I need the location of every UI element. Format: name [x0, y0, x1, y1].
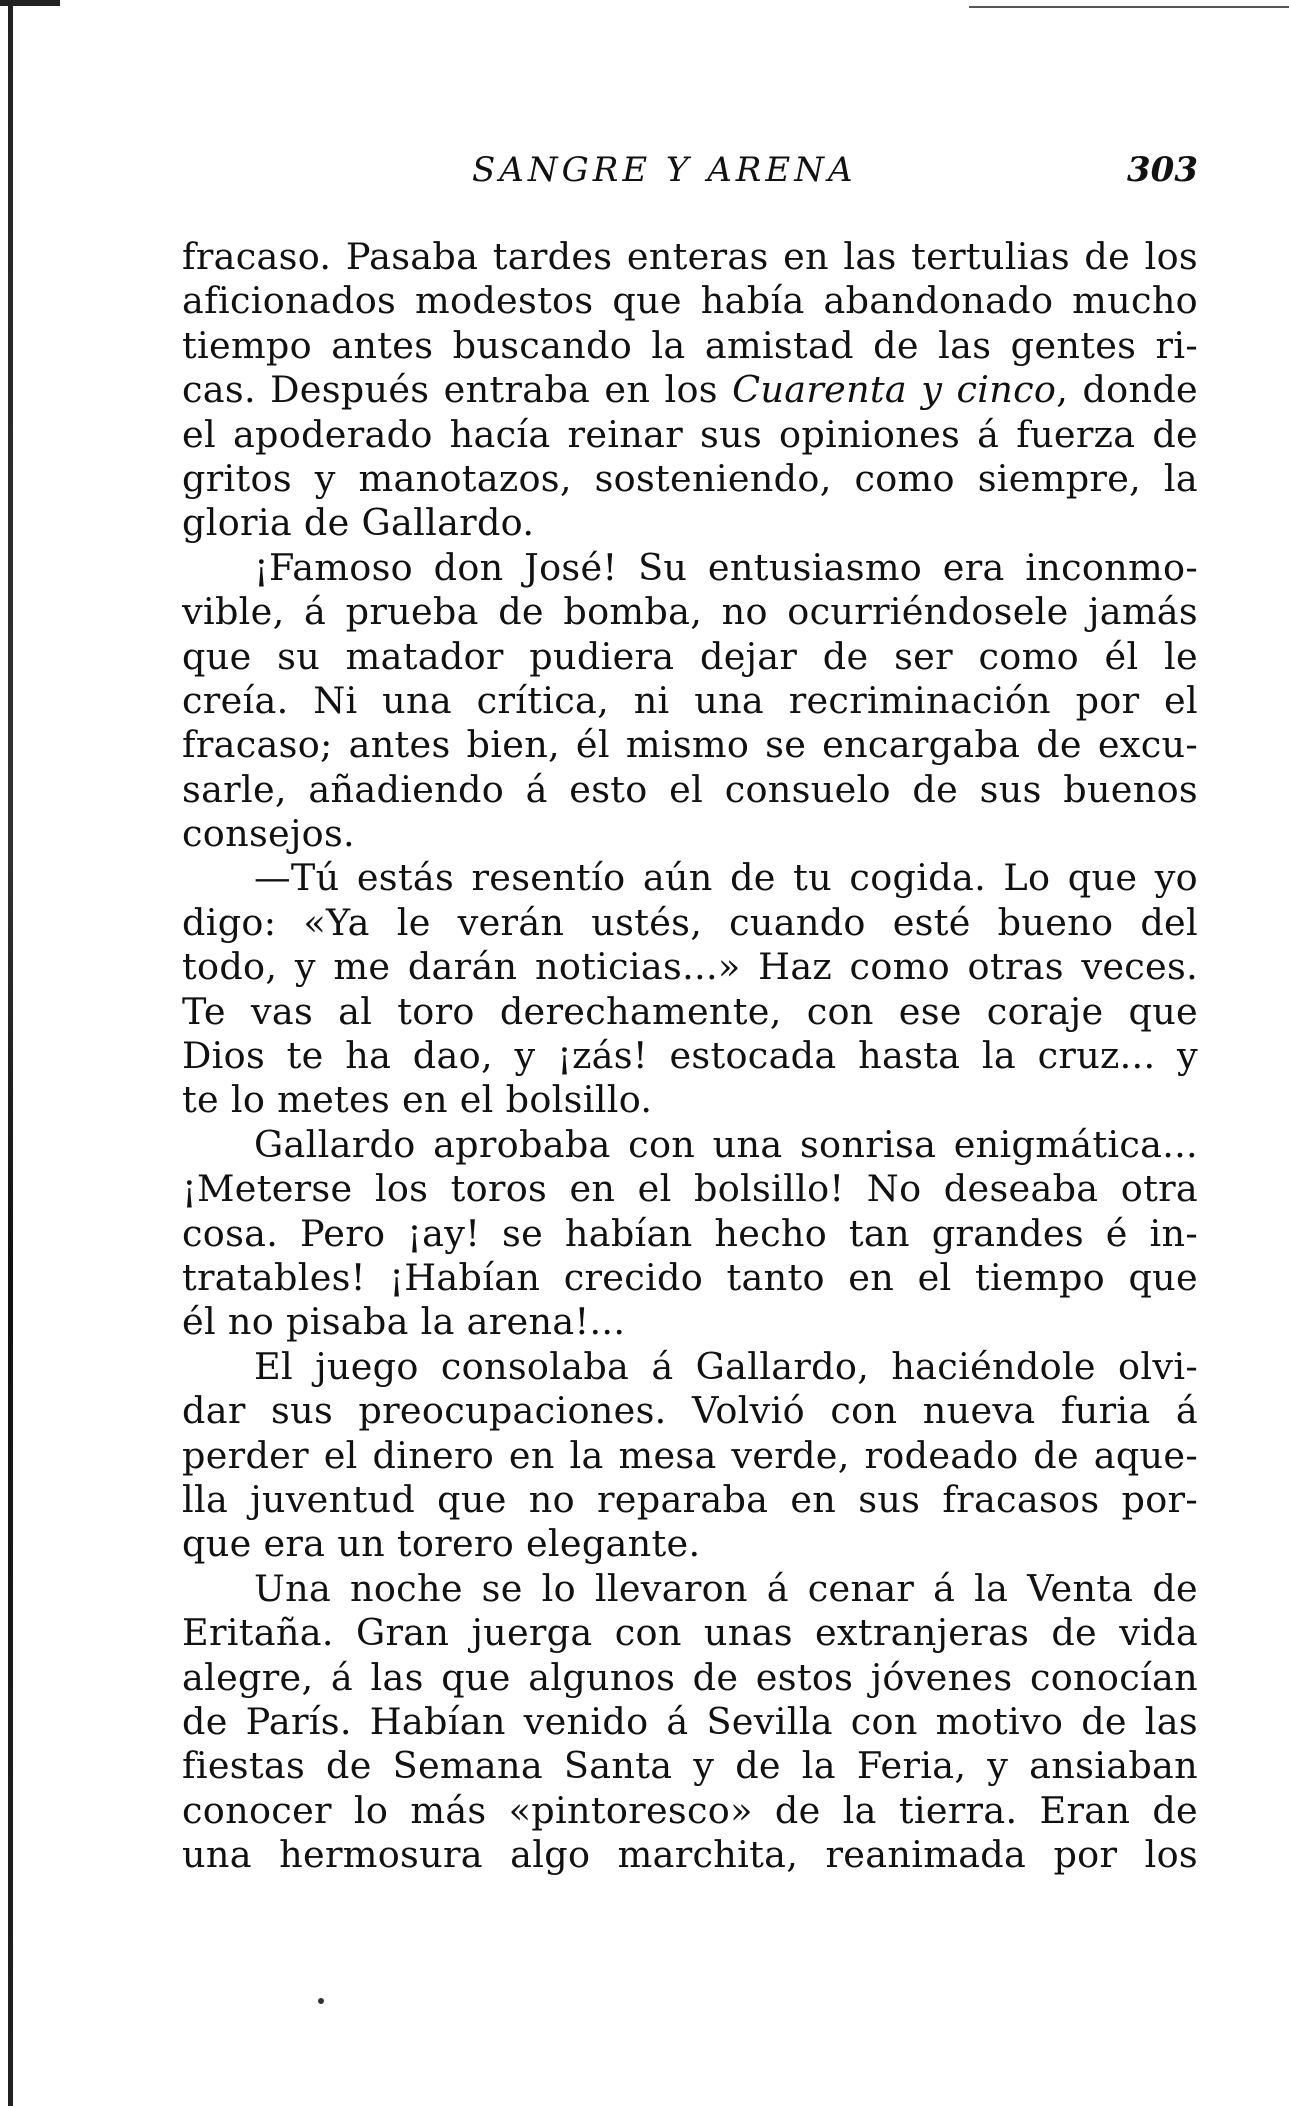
ink-speck: [318, 1998, 324, 2004]
text-line: de París. Habían venido á Sevilla con motivo de las: [182, 1699, 1198, 1743]
text-line: vible, á prueba de bomba, no ocurriéndosele jamás: [182, 590, 1198, 634]
text-line: creía. Ni una crítica, ni una recriminación por el: [182, 678, 1198, 722]
text-line: fracaso; antes bien, él mismo se encargaba de excu-: [182, 723, 1198, 767]
text-line: Eritaña. Gran juerga con unas extranjeras de vida: [182, 1611, 1198, 1655]
text-line: Gallardo aprobaba con una sonrisa enigmática...: [254, 1122, 1198, 1166]
text-line: Dios te ha dao, y ¡zás! estocada hasta la cruz... y: [182, 1034, 1198, 1078]
body-text: [182, 235, 1198, 1877]
text-line: conocer lo más «pintoresco» de la tierra. Eran de: [182, 1788, 1198, 1832]
text-line: una hermosura algo marchita, reanimada por los: [182, 1833, 1198, 1877]
text-line: perder el dinero en la mesa verde, rodeado de aque-: [182, 1433, 1198, 1477]
text-line: ¡Famoso don José! Su entusiasmo era inconmo-: [254, 545, 1198, 589]
text-line: ¡Meterse los toros en el bolsillo! No deseaba otra: [182, 1167, 1198, 1211]
text-line: que su matador pudiera dejar de ser como él le: [182, 634, 1198, 678]
page-header: [182, 150, 1198, 200]
binding-edge: [8, 0, 13, 2106]
text-line: consejos.: [182, 812, 355, 856]
text-line: gloria de Gallardo.: [182, 501, 535, 545]
text-line: sarle, añadiendo á esto el consuelo de sus buenos: [182, 767, 1198, 811]
text-line: El juego consolaba á Gallardo, haciéndole olvi-: [254, 1344, 1198, 1388]
text-line: cas. Después entraba en los Cuarenta y cinco, donde: [182, 368, 1198, 412]
text-line: todo, y me darán noticias...» Haz como otras veces.: [182, 945, 1198, 989]
italic-phrase: Cuarenta y cinco: [732, 368, 1057, 412]
text-line: alegre, á las que algunos de estos jóvenes conocían: [182, 1655, 1198, 1699]
text-line: fracaso. Pasaba tardes enteras en las tertulias de los: [182, 235, 1198, 278]
text-line: tiempo antes buscando la amistad de las gentes ri-: [182, 323, 1198, 367]
text-line: gritos y manotazos, sosteniendo, como siempre, la: [182, 456, 1198, 500]
text-line: él no pisaba la arena!...: [182, 1300, 626, 1344]
text-line: aficionados modestos que había abandonado mucho: [182, 279, 1198, 323]
page-number: 303: [1127, 150, 1198, 190]
text-line: el apoderado hacía reinar sus opiniones á fuerza de: [182, 412, 1198, 456]
text-line: fiestas de Semana Santa y de la Feria, y ansiaban: [182, 1744, 1198, 1788]
text-line: que era un torero elegante.: [182, 1522, 701, 1566]
top-rule: [969, 6, 1289, 8]
text-line: lla juventud que no reparaba en sus fracasos por-: [182, 1477, 1198, 1521]
text-line: te lo metes en el bolsillo.: [182, 1078, 653, 1122]
text-line: digo: «Ya le verán ustés, cuando esté bueno del: [182, 900, 1198, 944]
running-title: SANGRE Y ARENA: [472, 150, 857, 190]
text-line: dar sus preocupaciones. Volvió con nueva furia á: [182, 1389, 1198, 1433]
text-line: Te vas al toro derechamente, con ese coraje que: [182, 989, 1198, 1033]
text-line: —Tú estás resentío aún de tu cogida. Lo que yo: [254, 856, 1198, 900]
text-line: tratables! ¡Habían crecido tanto en el tiempo que: [182, 1255, 1198, 1299]
text-line: Una noche se lo llevaron á cenar á la Venta de: [254, 1566, 1198, 1610]
text-line: cosa. Pero ¡ay! se habían hecho tan grandes é in-: [182, 1211, 1198, 1255]
